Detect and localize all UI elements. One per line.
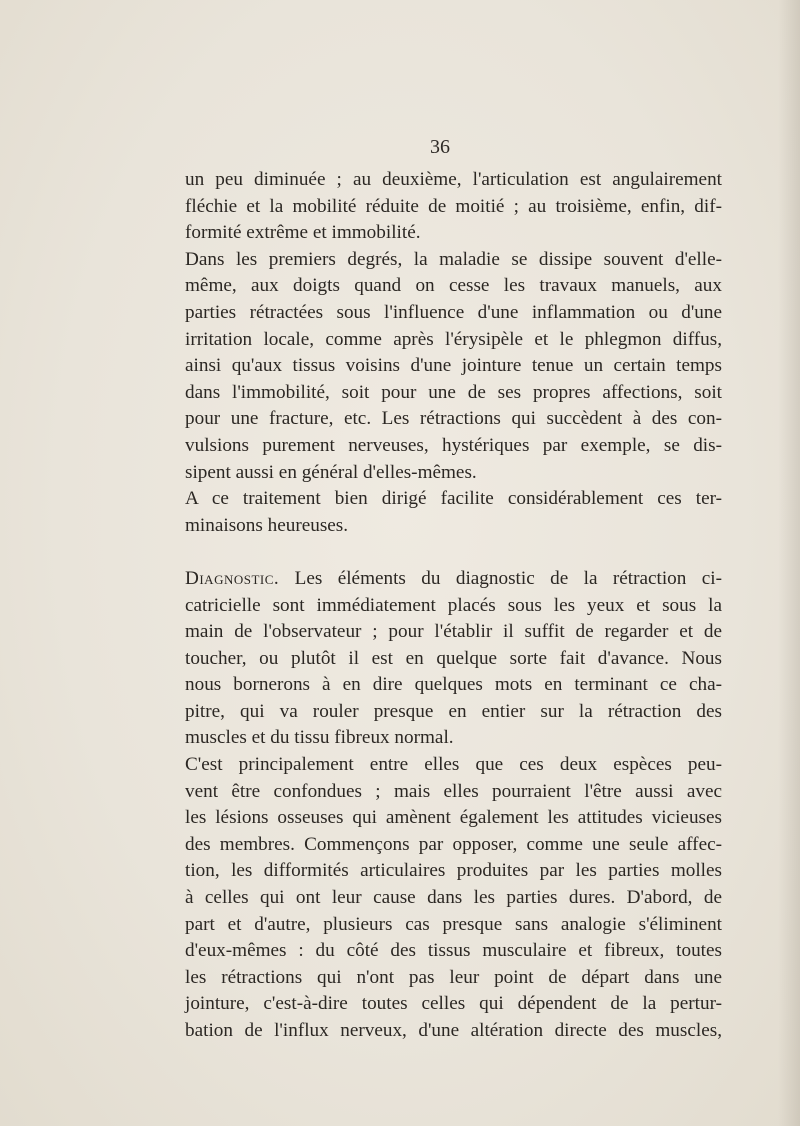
text-line: toucher, ou plutôt il est en quelque sorte fait d'avance. Nous	[185, 647, 722, 669]
text-line: irritation locale, comme après l'érysipèle et le phlegmon diffus,	[185, 328, 722, 350]
text-line: muscles et du tissu fibreux normal.	[185, 727, 454, 749]
text-line: minaisons heureuses.	[185, 514, 349, 536]
section-spacer	[185, 539, 722, 566]
section-heading: Diagnostic.	[185, 567, 280, 589]
text-line: tion, les difformités articulaires produites par les parties molles	[185, 860, 722, 882]
text-line: fléchie et la mobilité réduite de moitié ; au troisième, enfin, dif-	[185, 195, 722, 217]
text-line: formité extrême et immobilité.	[185, 222, 421, 244]
text-line: vent être confondues ; mais elles pourraient l'être aussi avec	[185, 780, 722, 802]
text-line: catricielle sont immédiatement placés sous les yeux et sous la	[185, 594, 722, 616]
text-line: bation de l'influx nerveux, d'une altération directe des muscles,	[185, 1020, 722, 1041]
text-line: nous bornerons à en dire quelques mots en terminant ce cha-	[185, 674, 722, 696]
text-line: d'eux-mêmes : du côté des tissus musculaire et fibreux, toutes	[185, 940, 722, 962]
text-line: les lésions osseuses qui amènent également les attitudes vicieuses	[185, 807, 722, 829]
text-line: des membres. Commençons par opposer, comme une seule affec-	[185, 833, 722, 855]
page-edge-shadow	[778, 0, 800, 1126]
text-line: les rétractions qui n'ont pas leur point de départ dans une	[185, 966, 722, 988]
text-line: parties rétractées sous l'influence d'une inflammation ou d'une	[185, 301, 722, 323]
text-line: C'est principalement entre elles que ces deux espèces peu-	[185, 754, 722, 776]
text-line: ainsi qu'aux tissus voisins d'une jointure tenue un certain temps	[185, 355, 722, 377]
text-line: même, aux doigts quand on cesse les travaux manuels, aux	[185, 275, 722, 297]
text-line: sipent aussi en général d'elles-mêmes.	[185, 461, 477, 483]
text-line: Dans les premiers degrés, la maladie se dissipe souvent d'elle-	[185, 248, 722, 270]
text-line: pour une fracture, etc. Les rétractions qui succèdent à des con-	[185, 408, 722, 430]
paragraph-5	[185, 752, 722, 1045]
paragraph-2	[185, 247, 722, 486]
text-line: A ce traitement bien dirigé facilite considérablement ces ter-	[185, 488, 722, 510]
text-line: jointure, c'est-à-dire toutes celles qui dépendent de la pertur-	[185, 993, 722, 1015]
text-line: dans l'immobilité, soit pour une de ses propres affections, soit	[185, 381, 722, 403]
text-line	[185, 566, 722, 593]
text-line: main de l'observateur ; pour l'établir il suffit de regarder et de	[185, 621, 722, 643]
paragraph-1	[185, 167, 722, 247]
paragraph-diagnostic	[185, 566, 722, 752]
text-line: vulsions purement nerveuses, hystériques par exemple, se dis-	[185, 434, 722, 456]
text-line: part et d'autre, plusieurs cas presque sans analogie s'éliminent	[185, 913, 722, 935]
paragraph-3	[185, 486, 722, 539]
page-number: 36	[430, 136, 450, 158]
text-line: pitre, qui va rouler presque en entier sur la rétraction des	[185, 700, 722, 722]
text-line: un peu diminuée ; au deuxième, l'articulation est angulairement	[185, 169, 722, 190]
body-text	[185, 167, 722, 1045]
text-line: à celles qui ont leur cause dans les parties dures. D'abord, de	[185, 887, 722, 909]
text-line-rest: Les éléments du diagnostic de la rétraction ci-	[294, 567, 722, 589]
